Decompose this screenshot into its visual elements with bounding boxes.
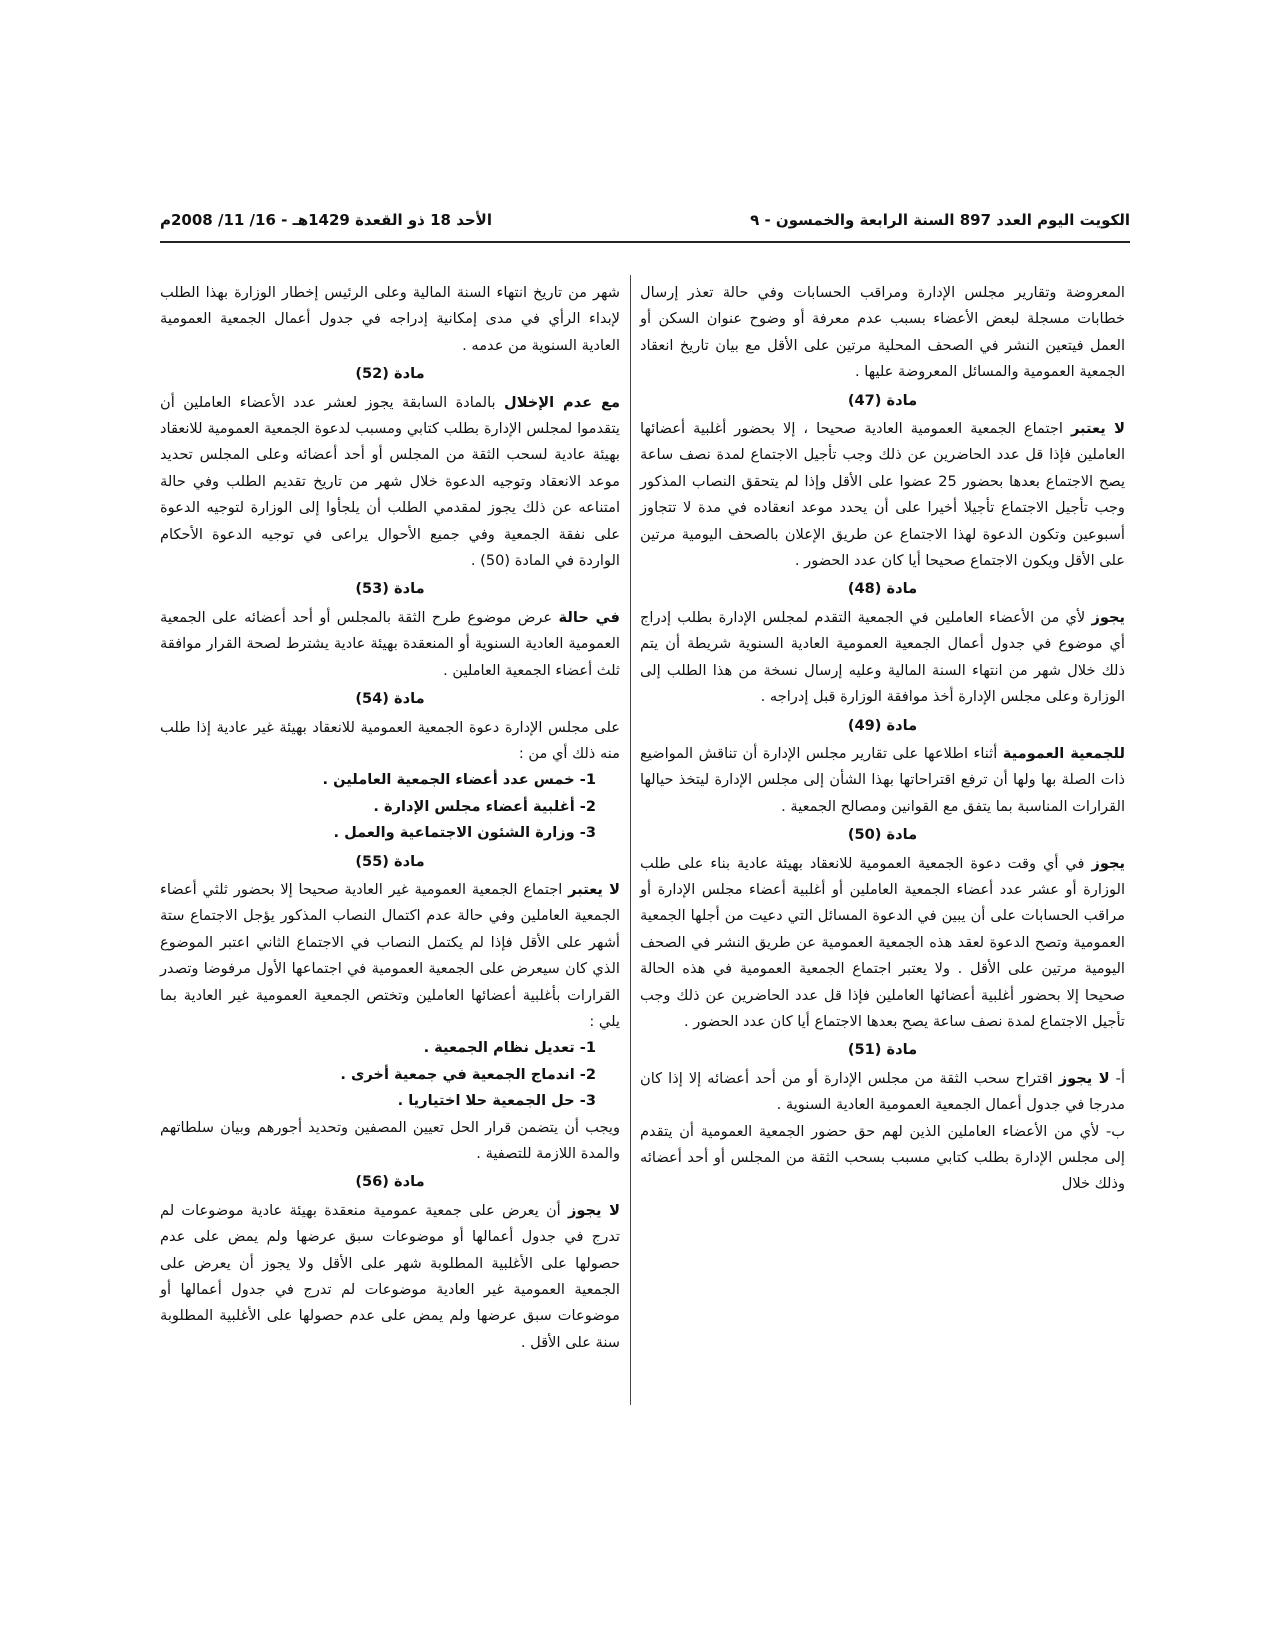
article-56-lead: لا يجوز [567, 1201, 621, 1219]
article-51-clause-a-lead: لا يجوز [1058, 1069, 1110, 1087]
article-52-title: مادة (52) [355, 365, 425, 383]
article-54-item-3: 3- وزارة الشئون الاجتماعية والعمل . [333, 824, 596, 842]
article-52-body [160, 390, 620, 575]
article-48-lead: يجوز [1091, 608, 1125, 626]
article-49-body [640, 741, 1125, 820]
article-47-text: اجتماع الجمعية العمومية العادية صحيحا ، إلا بحضور أغلبية أعضائها العاملين فإذا قل عدد الحاضرين عن ذلك وجب تأجيل الاجتماع لمدة نصف ساعة يصح الاجتماع بعدها بحضور 25 عضوا على الأقل وإذا لم يتحقق النصاب المذكور وجب تأجيل الاجتماع تأجيلا أخيرا على أن يحدد موعد انعقاده في مدة لا تتجاوز أسبوعين وتكون الدعوة لهذا الاجتماع عن طريق الإعلان بالصحف اليومية مرتين على الأقل ويكون الاجتماع صحيحا أيا كان عدد الحضور . [640, 420, 1126, 570]
article-55-lead: لا يعتبر [568, 880, 620, 898]
header-issue-info: الكويت اليوم العدد 897 السنة الرابعة والخمسون - ٩ [750, 211, 1130, 229]
article-52-lead: مع عدم الإخلال [504, 393, 620, 411]
paragraph-continuation: شهر من تاريخ انتهاء السنة المالية وعلى الرئيس إخطار الوزارة بهذا الطلب لإبداء الرأي في مدى إمكانية إدراجه في جدول أعمال الجمعية العمومية العادية السنوية من عدمه . [160, 284, 620, 354]
article-47-body [640, 416, 1125, 574]
article-50-text: في أي وقت دعوة الجمعية العمومية للانعقاد بهيئة عادية بناء على طلب الوزارة أو عشر عدد أعضاء الجمعية العاملين أو أغلبية أعضاء مجلس الإدارة أو مراقب الحسابات على أن يبين في الدعوة المسائل التي دعيت من أجلها الجمعية العمومية وتصح الدعوة لعقد هذه الجمعية العمومية عن طريق النشر في الصحف اليومية مرتين على الأقل . ولا يعتبر اجتماع الجمعية العمومية في هذه الحالة صحيحا إلا بحضور أغلبية أعضائها العاملين فإذا قل عدد الحاضرين عن ذلك وجب تأجيل الاجتماع لمدة نصف ساعة يصح بعدها الاجتماع أيا كان عدد الحضور . [640, 854, 1125, 1030]
article-54-body: على مجلس الإدارة دعوة الجمعية العمومية للانعقاد بهيئة غير عادية إذا طلب منه ذلك أي من : [160, 718, 620, 762]
article-55-title: مادة (55) [355, 852, 425, 870]
article-49-text: أثناء اطلاعها على تقارير مجلس الإدارة أن تناقش المواضيع ذات الصلة بها ولها أن ترفع اقتراحاتها بهذا الشأن إلى مجلس الإدارة ليتخذ حيالها القرارات المناسبة بما يتفق مع القوانين ومصالح الجمعية . [640, 744, 1125, 815]
article-53-body [160, 605, 620, 684]
article-56-title: مادة (56) [355, 1173, 425, 1191]
article-49-title: مادة (49) [847, 716, 918, 734]
article-50-body [640, 851, 1125, 1036]
article-47-title: مادة (47) [847, 391, 918, 409]
article-51-clause-a-text: اقتراح سحب الثقة من مجلس الإدارة أو من أحد أعضائه إلا إذا كان مدرجا في جدول أعمال الجمعية العمومية العادية السنوية . [640, 1069, 1125, 1114]
left-column [160, 280, 620, 1356]
article-55-item-3: 3- حل الجمعية حلا اختياريا . [397, 1092, 596, 1110]
article-47-lead: لا يعتبر [1070, 420, 1126, 438]
article-51-clause-a [640, 1066, 1125, 1119]
paragraph-intro: المعروضة وتقارير مجلس الإدارة ومراقب الحسابات وفي حالة تعذر إرسال خطابات مسجلة لبعض الأعضاء بسبب عدم معرفة أو وضوح عنوان السكن أو العمل فيتعين النشر في الصحف المحلية مرتين على الأقل مع بيان تاريخ انعقاد الجمعية العمومية والمسائل المعروضة عليها . [640, 284, 1125, 381]
right-column [640, 280, 1125, 1198]
article-56-body [160, 1198, 620, 1356]
article-54-title: مادة (54) [355, 690, 425, 708]
article-51-clause-a-num: أ- [1115, 1069, 1125, 1087]
article-48-body [640, 605, 1125, 711]
page-header [160, 205, 1130, 243]
article-55-item-2: 2- اندماج الجمعية في جمعية أخرى . [340, 1065, 596, 1083]
article-51-title: مادة (51) [847, 1041, 918, 1059]
article-54-item-2: 2- أغلبية أعضاء مجلس الإدارة . [373, 797, 596, 815]
column-divider [630, 275, 631, 1405]
article-53-lead: في حالة [558, 608, 620, 626]
article-52-text: بالمادة السابقة يجوز لعشر عدد الأعضاء العاملين أن يتقدموا لمجلس الإدارة بطلب كتابي ومسبب لدعوة الجمعية العمومية للانعقاد بهيئة عادية لسحب الثقة من المجلس أو أحد أعضائه وعلى المجلس تحديد موعد الانعقاد وتوجيه الدعوة خلال شهر من تاريخ تقديم الطلب وفي حالة امتناعه عن ذلك يجوز لمقدمي الطلب أن يلجأوا إلى الوزارة لتوجيه الدعوة على نفقة الجمعية وفي جميع الأحوال يراعى في توجيه الدعوة الأحكام الواردة في المادة (50) . [160, 393, 620, 570]
article-55-item-1: 1- تعديل نظام الجمعية . [423, 1039, 596, 1057]
article-53-text: عرض موضوع طرح الثقة بالمجلس أو أحد أعضائه على الجمعية العمومية العادية السنوية أو المنعقدة بهيئة عادية يشترط لصحة القرار موافقة ثلث أعضاء الجمعية العاملين . [160, 608, 620, 679]
header-date: الأحد 18 ذو القعدة 1429هـ - 16/ 11/ 2008م [160, 211, 492, 229]
article-49-lead: للجمعية العمومية [1002, 744, 1125, 762]
article-55-tail: ويجب أن يتضمن قرار الحل تعيين المصفين وتحديد أجورهم وبيان سلطاتهم والمدة اللازمة للتصفية . [160, 1118, 620, 1162]
article-48-text: لأي من الأعضاء العاملين في الجمعية التقدم لمجلس الإدارة بطلب إدراج أي موضوع في جدول أعمال الجمعية العمومية العادية السنوية شريطة أن يتم ذلك خلال شهر من انتهاء السنة المالية وعليه إرسال نسخة من هذا الطلب إلى الوزارة وعلى مجلس الإدارة أخذ موافقة الوزارة قبل إدراجه . [640, 608, 1125, 706]
article-53-title: مادة (53) [355, 580, 425, 598]
article-55-body [160, 877, 620, 1035]
article-50-title: مادة (50) [847, 826, 918, 844]
article-56-text: أن يعرض على جمعية عمومية منعقدة بهيئة عادية موضوعات لم تدرج في جدول أعمالها أو موضوعات سبق عرضها ولم يمض على عدم حصولها على الأغلبية المطلوبة شهر على الأقل ولا يجوز أن يعرض على الجمعية العمومية غير العادية موضوعات لم تدرج في جدول أعمالها أو موضوعات سبق عرضها ولم يمض على عدم حصولها على الأغلبية المطلوبة سنة على الأقل . [160, 1201, 620, 1351]
article-51-clause-b: ب- لأي من الأعضاء العاملين الذين لهم حق حضور الجمعية العمومية أن يتقدم إلى مجلس الإدارة بطلب كتابي مسبب بسحب الثقة من المجلس أو أحد أعضائه وذلك خلال [640, 1122, 1125, 1193]
article-48-title: مادة (48) [847, 580, 918, 598]
article-55-text: اجتماع الجمعية العمومية غير العادية صحيحا إلا بحضور ثلثي أعضاء الجمعية العاملين وفي حالة عدم اكتمال النصاب المذكور يؤجل الاجتماع ستة أشهر على الأقل فإذا لم يكتمل النصاب في الاجتماع الثاني اعتبر الموضوع الذي كان سيعرض على الجمعية العمومية في اجتماعها الأول مرفوضا وتصدر القرارات بأغلبية أعضائها العاملين وتختص الجمعية العمومية غير العادية بما يلي : [160, 880, 620, 1030]
article-54-item-1: 1- خمس عدد أعضاء الجمعية العاملين . [322, 771, 596, 789]
article-50-lead: يجوز [1091, 854, 1126, 872]
